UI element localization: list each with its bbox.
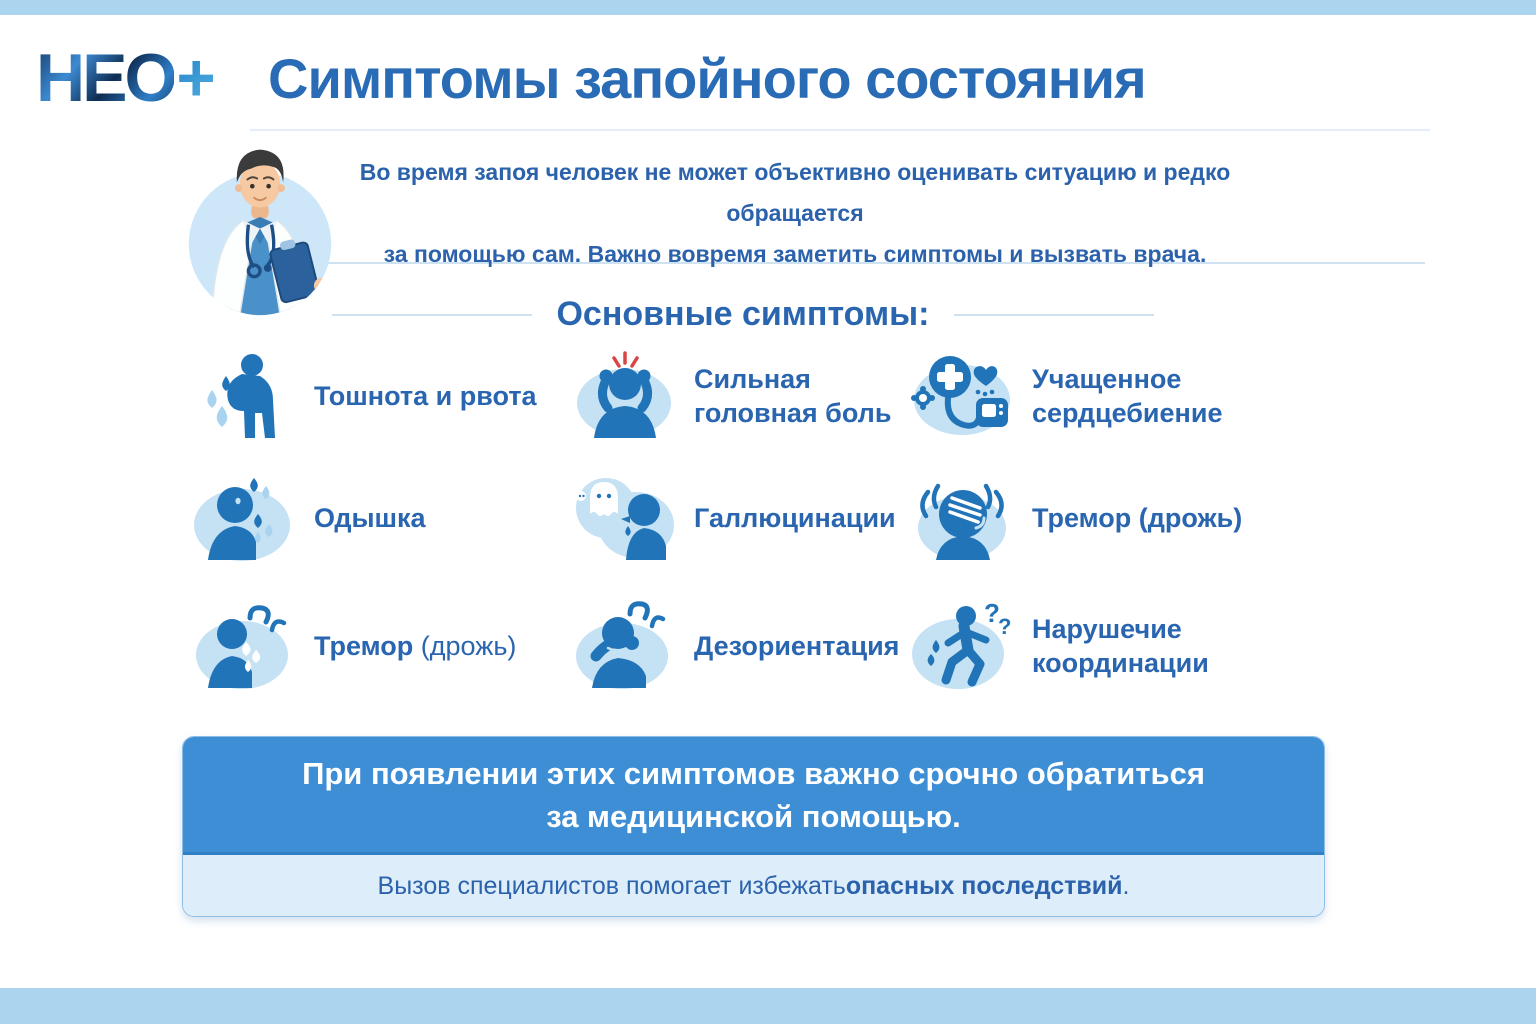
symptom-item-breath: [188, 457, 568, 579]
section-heading: Основные симптомы:: [556, 295, 930, 333]
symptom-item-hallucinations: [568, 457, 906, 579]
intro-text: [320, 152, 1270, 275]
doctor-avatar: [183, 140, 337, 328]
symptom-label: Тремор (дрожь): [1032, 503, 1243, 533]
neo-plus-logo: [36, 40, 214, 116]
symptom-item-headache: [568, 335, 906, 457]
symptom-label: Дезориентация: [694, 631, 900, 661]
symptom-label: Сильная головная боль: [694, 364, 892, 428]
callout-main: [183, 737, 1324, 852]
page-title: Симптомы запойного состояния: [268, 47, 1146, 110]
bottom-accent-bar: [0, 988, 1536, 1024]
symptom-label: Галлюцинации: [694, 503, 896, 533]
shortness-of-breath-icon: [188, 469, 300, 567]
symptom-item-tremor: [906, 457, 1378, 579]
symptom-item-disorientation: [568, 579, 906, 713]
callout-footer-bold: опасных последствий: [845, 872, 1123, 900]
severe-headache-icon: [568, 347, 680, 445]
logo-text: НЕО: [36, 40, 175, 116]
disorientation-icon: [568, 597, 680, 695]
intro-text-line-1: Во время запоя человек не может объективно оценивать ситуацию и редко обращается: [359, 159, 1231, 226]
symptom-item-tremor-2: [188, 579, 568, 713]
heading-rule-left: [332, 314, 532, 316]
symptom-label: Нарушечие координации: [1032, 614, 1209, 678]
tremor-shaking-icon: [906, 469, 1018, 567]
svg-text:?: ?: [984, 598, 1000, 628]
doctor-illustration-icon: [183, 140, 337, 321]
header-divider: [250, 129, 1430, 131]
coordination-impairment-icon: [906, 597, 1018, 695]
callout-footer: [183, 852, 1324, 917]
symptom-label: Тошнота и рвота: [314, 381, 537, 411]
tremor-shaking-icon-2: [188, 597, 300, 695]
callout-text-line-1: При появлении этих симптомов важно срочно обратиться: [302, 755, 1205, 791]
symptom-label: Одышка: [314, 503, 426, 533]
top-accent-bar: [0, 0, 1536, 15]
intro-text-line-2: за помощью сам. Важно вовремя заметить симптомы и вызвать врача.: [383, 241, 1207, 267]
rapid-heartbeat-icon: [906, 347, 1018, 445]
section-heading-row: [332, 295, 1154, 334]
logo-plus-icon: +: [176, 40, 214, 116]
callout-box: [182, 736, 1325, 917]
svg-text:?: ?: [998, 614, 1012, 639]
symptom-item-coordination: [906, 579, 1378, 713]
callout-text-line-2: за медицинской помощью.: [546, 798, 961, 834]
symptom-item-heartbeat: [906, 335, 1378, 457]
heading-rule-right: [954, 314, 1154, 316]
nausea-vomiting-icon: [188, 347, 300, 445]
symptoms-grid: [188, 335, 1378, 713]
callout-footer-text: Вызов специалистов помогает избежать: [377, 872, 846, 900]
symptom-item-nausea: [188, 335, 568, 457]
symptom-label: Учащенное сердцебиение: [1032, 364, 1223, 428]
hallucinations-icon: [568, 469, 680, 567]
symptom-label: Тремор (дрожь): [314, 631, 517, 661]
callout-footer-period: .: [1122, 872, 1130, 900]
